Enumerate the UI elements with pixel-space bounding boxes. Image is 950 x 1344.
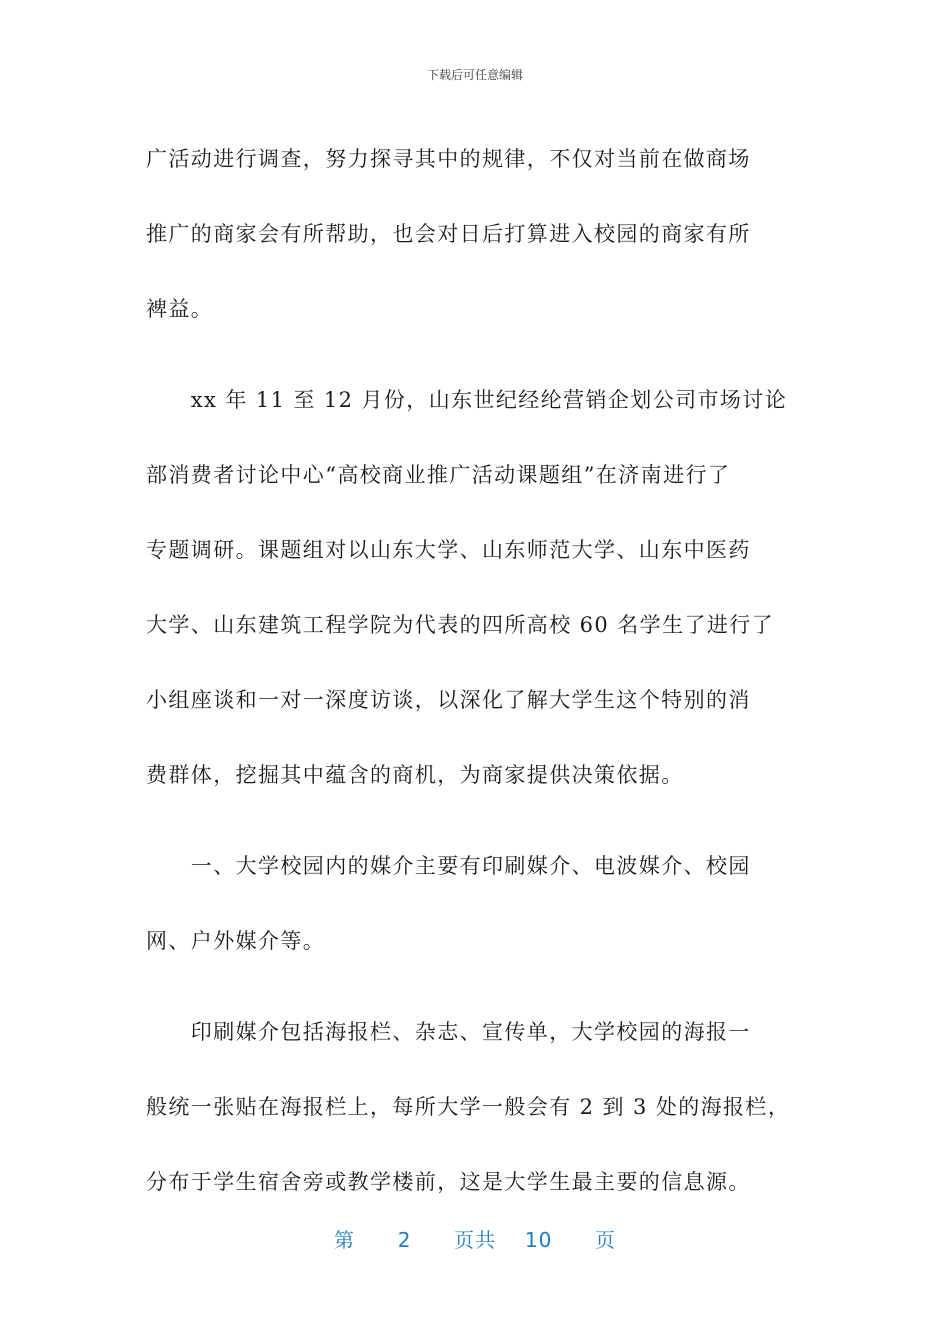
footer-total-pages: 10 bbox=[524, 1228, 553, 1252]
paragraph-2: xx 年 11 至 12 月份，山东世纪经纶营销企划公司市场讨论 部消费者讨论中心“高校商业推广活动课题组”在济南进行了 专题调研。课题组对以山东大学、山东师范大学、山东中医药 大学、山东建筑工程学院为代表的四所高校 60 名学生了进行了 小组座谈和一对一深度访谈，以深化了解大学生这个特别的消 费群体，挖掘其中蕴含的商机，为商家提供决策依据。 bbox=[146, 388, 788, 787]
page-header: 下载后可任意编辑 bbox=[426, 68, 523, 82]
paragraph-4: 印刷媒介包括海报栏、杂志、宣传单，大学校园的海报一 般统一张贴在海报栏上，每所大学一般会有 2 到 3 处的海报栏， 分布于学生宿舍旁或教学楼前，这是大学生最主要的信息源。 bbox=[146, 1020, 791, 1194]
footer-page-number: 2 bbox=[397, 1228, 412, 1252]
document-body bbox=[146, 122, 806, 1236]
footer-middle: 页共 bbox=[454, 1228, 497, 1252]
footer-suffix: 页 bbox=[595, 1228, 617, 1252]
footer-prefix: 第 bbox=[333, 1228, 355, 1252]
paragraph-3: 一、大学校园内的媒介主要有印刷媒介、电波媒介、校园 网、户外媒介等。 bbox=[146, 854, 751, 953]
page-footer bbox=[0, 1224, 950, 1253]
paragraph-1: 广活动进行调查，努力探寻其中的规律，不仅对当前在做商场 推广的商家会有所帮助，也会对日后打算进入校园的商家有所 裨益。 bbox=[146, 147, 751, 321]
